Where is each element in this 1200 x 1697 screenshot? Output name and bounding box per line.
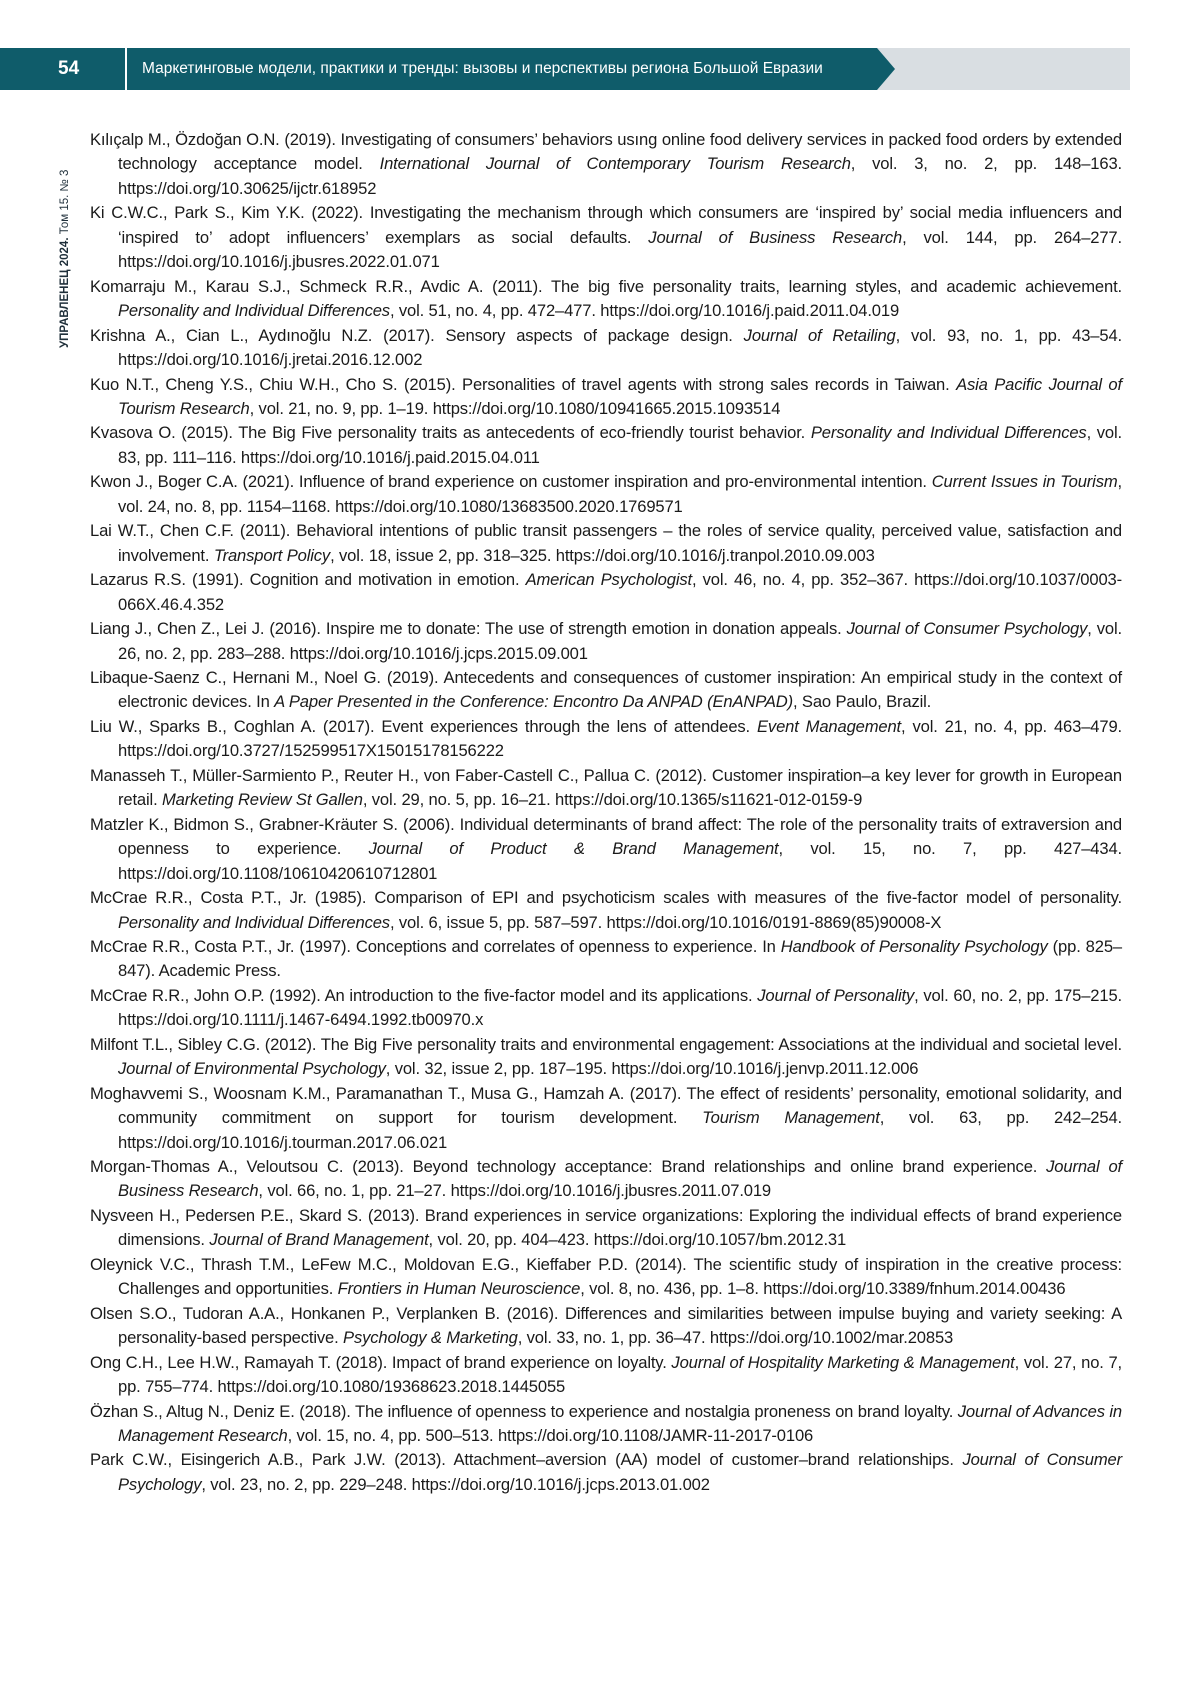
reference-text: Komarraju M., Karau S.J., Schmeck R.R., Avdic A. (2011). The big five personality traits, learning styles, and academic achievement. — [90, 277, 1122, 296]
reference-journal: Journal of Consumer Psychology — [847, 619, 1088, 638]
reference-journal: Personality and Individual Differences — [118, 913, 390, 932]
reference-entry — [90, 886, 1122, 935]
reference-journal: Transport Policy — [214, 546, 330, 565]
reference-journal: Asia Pacific Journal of Tourism Research — [118, 375, 1122, 418]
reference-details: , vol. 20, pp. 404–423. https://doi.org/10.1057/bm.2012.31 — [429, 1230, 847, 1249]
reference-journal: Tourism Management — [702, 1108, 880, 1127]
reference-text: McCrae R.R., Costa P.T., Jr. (1985). Comparison of EPI and psychoticism scales with measures of the five-factor model of personality. — [90, 888, 1122, 907]
reference-journal: International Journal of Contemporary Tourism Research — [380, 154, 851, 173]
reference-details: , vol. 83, pp. 111–116. https://doi.org/10.1016/j.paid.2015.04.011 — [118, 423, 1122, 466]
reference-text: Olsen S.O., Tudoran A.A., Honkanen P., Verplanken B. (2016). Differences and similarities between impulse buying and variety seeking: A personality-based perspective. — [90, 1304, 1122, 1347]
reference-text: Lai W.T., Chen C.F. (2011). Behavioral intentions of public transit passengers – the roles of service quality, perceived value, satisfaction and involvement. — [90, 521, 1122, 564]
reference-details: , vol. 15, no. 4, pp. 500–513. https://doi.org/10.1108/JAMR-11-2017-0106 — [288, 1426, 813, 1445]
reference-journal: Event Management — [757, 717, 901, 736]
reference-text: Kılıçalp M., Özdoğan O.N. (2019). Investigating of consumers’ behaviors usıng online food delivery services in packed food orders by extended technology acceptance model. — [90, 130, 1122, 173]
side-journal-issue: Том 15. № 3 — [59, 170, 71, 235]
reference-journal: Journal of Brand Management — [209, 1230, 428, 1249]
reference-entry — [90, 984, 1122, 1033]
reference-entry — [90, 1253, 1122, 1302]
reference-text: Kvasova O. (2015). The Big Five personality traits as antecedents of eco-friendly tourist behavior. — [90, 423, 811, 442]
reference-entry — [90, 1082, 1122, 1155]
reference-journal: Journal of Personality — [757, 986, 914, 1005]
side-journal-label — [57, 128, 73, 348]
reference-entry — [90, 128, 1122, 201]
reference-details: , vol. 23, no. 2, pp. 229–248. https://doi.org/10.1016/j.jcps.2013.01.002 — [201, 1475, 709, 1494]
reference-entry — [90, 935, 1122, 984]
reference-details: , vol. 26, no. 2, pp. 283–288. https://doi.org/10.1016/j.jcps.2015.09.001 — [118, 619, 1122, 662]
reference-journal: Marketing Review St Gallen — [162, 790, 363, 809]
reference-text: Kwon J., Boger C.A. (2021). Influence of brand experience on customer inspiration and pro-environmental intention. — [90, 472, 932, 491]
header-separator — [125, 48, 127, 90]
reference-text: Park C.W., Eisingerich A.B., Park J.W. (2013). Attachment–aversion (AA) model of customer–brand relationships. — [90, 1450, 962, 1469]
reference-journal: American Psychologist — [526, 570, 692, 589]
reference-text: Ong C.H., Lee H.W., Ramayah T. (2018). Impact of brand experience on loyalty. — [90, 1353, 671, 1372]
reference-text: Manasseh T., Müller-Sarmiento P., Reuter H., von Faber-Castell C., Pallua C. (2012). Customer inspiration–a key lever for growth in European retail. — [90, 766, 1122, 809]
reference-text: Liu W., Sparks B., Coghlan A. (2017). Event experiences through the lens of attendees. — [90, 717, 757, 736]
reference-details: , vol. 24, no. 8, pp. 1154–1168. https://doi.org/10.1080/13683500.2020.1769571 — [118, 472, 1122, 515]
reference-journal: Journal of Business Research — [648, 228, 902, 247]
reference-details: , vol. 8, no. 436, pp. 1–8. https://doi.org/10.3389/fnhum.2014.00436 — [580, 1279, 1065, 1298]
reference-entry — [90, 1448, 1122, 1497]
reference-details: , vol. 63, pp. 242–254. https://doi.org/10.1016/j.tourman.2017.06.021 — [118, 1108, 1122, 1151]
reference-details: , vol. 6, issue 5, pp. 587–597. https://doi.org/10.1016/0191-8869(85)90008-X — [390, 913, 941, 932]
reference-list — [90, 128, 1122, 1497]
reference-details: , vol. 21, no. 4, pp. 463–479. https://doi.org/10.3727/152599517X15015178156222 — [118, 717, 1122, 760]
side-journal-name: УПРАВЛЕНЕЦ — [59, 269, 71, 348]
reference-entry — [90, 568, 1122, 617]
reference-entry — [90, 275, 1122, 324]
reference-text: Liang J., Chen Z., Lei J. (2016). Inspire me to donate: The use of strength emotion in donation appeals. — [90, 619, 847, 638]
reference-details: , vol. 66, no. 1, pp. 21–27. https://doi.org/10.1016/j.jbusres.2011.07.019 — [258, 1181, 771, 1200]
reference-details: , vol. 29, no. 5, pp. 16–21. https://doi.org/10.1365/s11621-012-0159-9 — [363, 790, 862, 809]
reference-entry — [90, 617, 1122, 666]
reference-details: , vol. 21, no. 9, pp. 1–19. https://doi.org/10.1080/10941665.2015.1093514 — [250, 399, 781, 418]
reference-journal: Journal of Environmental Psychology — [118, 1059, 386, 1078]
reference-journal: Journal of Retailing — [744, 326, 896, 345]
reference-details: , vol. 15, no. 7, pp. 427–434. https://doi.org/10.1108/10610420610712801 — [118, 839, 1122, 882]
reference-text: Nysveen H., Pedersen P.E., Skard S. (2013). Brand experiences in service organizations: Exploring the individual effects of brand experience dimensions. — [90, 1206, 1122, 1249]
reference-details: (pp. 825–847). Academic Press. — [118, 937, 1122, 980]
running-title: Маркетинговые модели, практики и тренды: вызовы и перспективы региона Большой Евразии — [142, 55, 823, 83]
reference-text: McCrae R.R., Costa P.T., Jr. (1997). Conceptions and correlates of openness to experience. In — [90, 937, 781, 956]
reference-details: , vol. 93, no. 1, pp. 43–54. https://doi.org/10.1016/j.jretai.2016.12.002 — [118, 326, 1122, 369]
reference-details: , vol. 46, no. 4, pp. 352–367. https://doi.org/10.1037/0003-066X.46.4.352 — [118, 570, 1122, 613]
reference-entry — [90, 1351, 1122, 1400]
reference-details: , vol. 18, issue 2, pp. 318–325. https://doi.org/10.1016/j.tranpol.2010.09.003 — [330, 546, 875, 565]
reference-journal: Journal of Consumer Psychology — [118, 1450, 1122, 1493]
reference-entry — [90, 421, 1122, 470]
reference-details: , vol. 60, no. 2, pp. 175–215. https://doi.org/10.1111/j.1467-6494.1992.tb00970.x — [118, 986, 1122, 1029]
page-number: 54 — [58, 55, 113, 83]
reference-entry — [90, 1155, 1122, 1204]
reference-details: , vol. 32, issue 2, pp. 187–195. https://doi.org/10.1016/j.jenvp.2011.12.006 — [386, 1059, 919, 1078]
reference-entry — [90, 764, 1122, 813]
reference-journal: Journal of Product & Brand Management — [369, 839, 779, 858]
reference-journal: Frontiers in Human Neuroscience — [338, 1279, 581, 1298]
reference-entry — [90, 373, 1122, 422]
reference-entry — [90, 519, 1122, 568]
reference-entry — [90, 1204, 1122, 1253]
reference-text: Lazarus R.S. (1991). Cognition and motivation in emotion. — [90, 570, 526, 589]
reference-entry — [90, 1302, 1122, 1351]
reference-journal: Current Issues in Tourism — [932, 472, 1118, 491]
reference-text: Milfont T.L., Sibley C.G. (2012). The Big Five personality traits and environmental engagement: Associations at the individual and societal level. — [90, 1035, 1122, 1054]
reference-details: , Sao Paulo, Brazil. — [793, 692, 931, 711]
reference-entry — [90, 813, 1122, 886]
reference-text: Kuo N.T., Cheng Y.S., Chiu W.H., Cho S. (2015). Personalities of travel agents with strong sales records in Taiwan. — [90, 375, 956, 394]
reference-journal: Personality and Individual Differences — [811, 423, 1087, 442]
reference-entry — [90, 1033, 1122, 1082]
reference-journal: Personality and Individual Differences — [118, 301, 390, 320]
side-journal-year: 2024. — [59, 237, 71, 266]
reference-entry — [90, 470, 1122, 519]
reference-details: , vol. 51, no. 4, pp. 472–477. https://doi.org/10.1016/j.paid.2011.04.019 — [390, 301, 899, 320]
reference-text: Libaque-Saenz C., Hernani M., Noel G. (2019). Antecedents and consequences of customer inspiration: An empirical study in the context of electronic devices. In — [90, 668, 1122, 711]
reference-text: Moghavvemi S., Woosnam K.M., Paramanathan T., Musa G., Hamzah A. (2017). The effect of residents’ personality, emotional solidarity, and community commitment on support for tourism development. — [90, 1084, 1122, 1127]
reference-text: Ki C.W.C., Park S., Kim Y.K. (2022). Investigating the mechanism through which consumers are ‘inspired by’ social media influencers and ‘inspired to’ adopt influencers’ exemplars as social defaults. — [90, 203, 1122, 246]
reference-details: , vol. 144, pp. 264–277. https://doi.org/10.1016/j.jbusres.2022.01.071 — [118, 228, 1122, 271]
reference-journal: Handbook of Personality Psychology — [781, 937, 1048, 956]
reference-journal: Journal of Business Research — [118, 1157, 1122, 1200]
reference-journal: Journal of Advances in Management Research — [118, 1402, 1122, 1445]
reference-details: , vol. 3, no. 2, pp. 148–163. https://doi.org/10.30625/ijctr.618952 — [118, 154, 1122, 197]
reference-text: Oleynick V.C., Thrash T.M., LeFew M.C., Moldovan E.G., Kieffaber P.D. (2014). The scientific study of inspiration in the creative process: Challenges and opportunities. — [90, 1255, 1122, 1298]
reference-journal: A Paper Presented in the Conference: Encontro Da ANPAD (EnANPAD) — [274, 692, 793, 711]
reference-details: , vol. 33, no. 1, pp. 36–47. https://doi.org/10.1002/mar.20853 — [518, 1328, 953, 1347]
reference-entry — [90, 1400, 1122, 1449]
reference-details: , vol. 27, no. 7, pp. 755–774. https://doi.org/10.1080/19368623.2018.1445055 — [118, 1353, 1122, 1396]
reference-entry — [90, 324, 1122, 373]
reference-entry — [90, 666, 1122, 715]
reference-text: McCrae R.R., John O.P. (1992). An introduction to the five-factor model and its applications. — [90, 986, 757, 1005]
reference-journal: Psychology & Marketing — [343, 1328, 518, 1347]
reference-text: Krishna A., Cian L., Aydınoğlu N.Z. (2017). Sensory aspects of package design. — [90, 326, 744, 345]
reference-text: Özhan S., Altug N., Deniz E. (2018). The influence of openness to experience and nostalgia proneness on brand loyalty. — [90, 1402, 958, 1421]
reference-entry — [90, 715, 1122, 764]
reference-text: Morgan-Thomas A., Veloutsou C. (2013). Beyond technology acceptance: Brand relationships and online brand experience. — [90, 1157, 1046, 1176]
reference-text: Matzler K., Bidmon S., Grabner-Kräuter S. (2006). Individual determinants of brand affect: The role of the personality traits of extraversion and openness to experience. — [90, 815, 1122, 858]
reference-journal: Journal of Hospitality Marketing & Management — [671, 1353, 1014, 1372]
reference-entry — [90, 201, 1122, 274]
